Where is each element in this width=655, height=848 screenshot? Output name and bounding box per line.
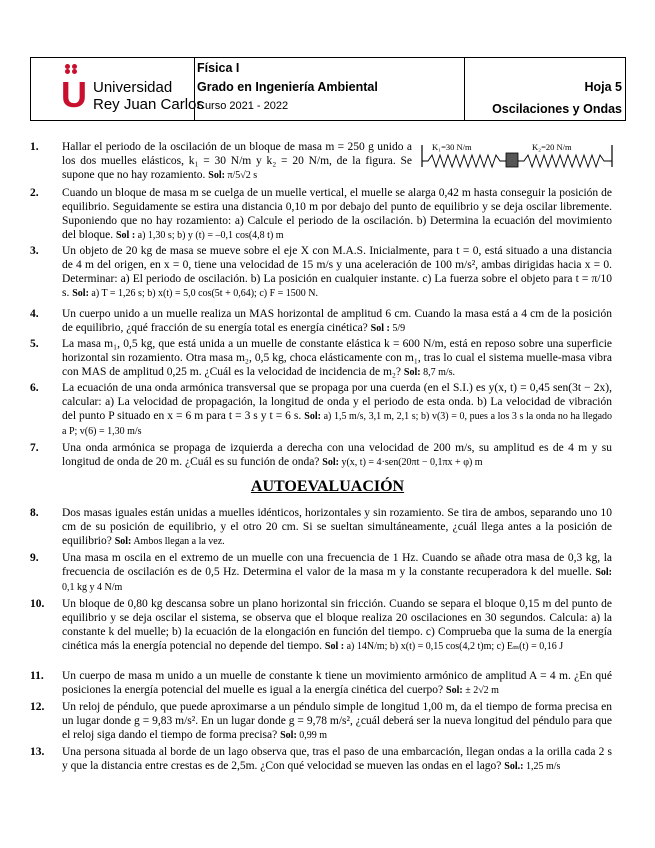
solution-label: Sol: bbox=[322, 457, 339, 468]
academic-year: Curso 2021 - 2022 bbox=[197, 100, 289, 112]
problem-text: Un cuerpo de masa m unido a un muelle de constante k tiene un movimiento armónico de amplitud A = 4 m. ¿En qué posiciones la energía potencial del muelle es igual a la energía cinética del cuerpo? bbox=[62, 670, 612, 696]
solution-text: a) T = 1,26 s; b) x(t) = 5,0 cos(5t + 0,64); c) F = 1500 N. bbox=[91, 288, 319, 299]
problem-number: 6. bbox=[30, 382, 39, 394]
crown-dots-icon bbox=[65, 64, 79, 74]
course-info bbox=[194, 58, 464, 120]
solution-text: a) 14N/m; b) x(t) = 0,15 cos(4,2 t)m; c) Eₘ(t) = 0,16 J bbox=[346, 641, 564, 652]
problem-number: 7. bbox=[30, 442, 39, 454]
problem-3 bbox=[62, 244, 612, 301]
problem-2 bbox=[62, 186, 612, 243]
problem-number: 5. bbox=[30, 338, 39, 350]
logo-u-icon: U bbox=[61, 74, 87, 115]
problem-4 bbox=[62, 307, 612, 336]
springs-figure bbox=[420, 141, 620, 169]
block-mass bbox=[506, 153, 518, 167]
problem-text: Un reloj de péndulo, que puede aproximarse a un péndulo simple de longitud 1,00 m, da el tiempo de forma precisa en un lugar donde g = 9,83 m/s². En un lugar donde g = 9,78 m/s², ¿cuál deberá ser la nueva longitud del péndulo para que el reloj siga dando el tiempo de forma precisa? bbox=[62, 701, 612, 741]
problem-13 bbox=[62, 745, 612, 774]
problem-text: Un cuerpo unido a un muelle realiza un MAS horizontal de amplitud 6 cm. Cuando la masa está a 4 cm de la posición de equilibrio, ¿qué fracción de su energía total es energía cinética? bbox=[62, 308, 612, 334]
solution-label: Sol: bbox=[280, 730, 297, 741]
solution-label: Sol: bbox=[208, 170, 225, 181]
solution-label: Sol: bbox=[595, 567, 613, 578]
university-name-line1: Universidad bbox=[93, 79, 173, 96]
solution-text: ± 2√2 m bbox=[465, 685, 499, 696]
solution-text: π/5√2 s bbox=[227, 170, 258, 181]
k1-label: K₁=30 N/m bbox=[432, 142, 472, 152]
header-table bbox=[30, 57, 626, 121]
problem-6 bbox=[62, 381, 612, 439]
solution-text: a) 1,30 s; b) y (t) = –0,1 cos(4,8 t) m bbox=[137, 230, 284, 241]
problem-8 bbox=[62, 506, 612, 549]
problem-9 bbox=[62, 551, 612, 595]
sheet-topic: Oscilaciones y Ondas bbox=[492, 102, 622, 116]
section-title: AUTOEVALUACIÓN bbox=[250, 478, 405, 495]
solution-label: Sol: bbox=[114, 536, 132, 547]
solution-text: 1,25 m/s bbox=[525, 761, 561, 772]
problem-text: La masa m₁, 0,5 kg, que está unida a un muelle de constante elástica k = 600 N/m, está en reposo sobre una superficie horizontal sin rozamiento. Otra masa m₂, 0,5 kg, choca elásticamente con m₁, tras lo cual el sistema muelle-masa vibra con MAS de amplitud 0,25 m. ¿Cuál es la velocidad de incidencia de m₂? bbox=[62, 338, 612, 378]
problem-number: 12. bbox=[30, 701, 45, 713]
problem-text: Cuando un bloque de masa m se cuelga de un muelle vertical, el muelle se alarga 0,42 m hasta conseguir la posición de equilibrio. Seguidamente se estira una distancia 0,10 m por debajo del punto de equilibrio y se deja oscilar libremente. Suponiendo que no hay rozamiento: a) Calcule el periodo de la oscilación. b) Determina la ecuación del movimiento del bloque. bbox=[62, 187, 612, 241]
subject-title: Física I bbox=[197, 61, 240, 75]
problem-text: Una onda armónica se propaga de izquierda a derecha con una velocidad de 200 m/s, su amplitud es de 4 m y su longitud de onda de 20 m. ¿Cuál es su función de onda? bbox=[62, 442, 612, 468]
problem-7 bbox=[62, 441, 612, 470]
sheet-info bbox=[464, 58, 626, 120]
university-logo bbox=[31, 58, 204, 120]
problem-5 bbox=[62, 337, 612, 380]
solution-label: Sol: bbox=[446, 685, 463, 696]
solution-text: a) 1,5 m/s, 3,1 m, 2,1 s; b) v(3) = 0, pues a los 3 s la onda no ha llegado a P; v(6) = 1,30 m/s bbox=[62, 411, 613, 437]
solution-label: Sol: bbox=[304, 411, 321, 422]
problem-number: 11. bbox=[30, 670, 44, 682]
solution-label: Sol : bbox=[324, 641, 345, 652]
spring-left bbox=[422, 155, 506, 167]
solution-text: 5/9 bbox=[392, 323, 406, 334]
problem-text: Un bloque de 0,80 kg descansa sobre un plano horizontal sin fricción. Cuando se separa el bloque 0,15 m del punto de equilibrio y se deja oscilar el sistema, se observa que el bloque realiza 20 oscilaciones en 30 segundos. Calcula: a) la constante k del muelle; b) la ecuación de la elongación en función del tiempo. c) Comprueba que la suma de la energía cinética más la energía potencial no depende del tiempo. bbox=[62, 598, 612, 652]
problem-number: 13. bbox=[30, 746, 45, 758]
problem-number: 1. bbox=[30, 141, 39, 153]
spring-right bbox=[518, 155, 612, 167]
solution-label: Sol : bbox=[115, 230, 136, 241]
solution-text: Ambos llegan a la vez. bbox=[133, 536, 225, 547]
problem-10 bbox=[62, 597, 612, 654]
problem-12 bbox=[62, 700, 612, 743]
solution-label: Sol: bbox=[403, 367, 421, 378]
solution-text: 8,7 m/s. bbox=[423, 367, 456, 378]
problem-number: 10. bbox=[30, 598, 45, 610]
solution-label: Sol: bbox=[72, 288, 89, 299]
k2-label: K₂=20 N/m bbox=[532, 142, 572, 152]
solution-label: Sol : bbox=[370, 323, 390, 334]
solution-text: y(x, t) = 4·sen(20πt − 0,1πx + φ) m bbox=[341, 457, 483, 468]
problem-number: 9. bbox=[30, 552, 39, 564]
solution-text: 0,99 m bbox=[299, 730, 328, 741]
problem-text: Una masa m oscila en el extremo de un muelle con una frecuencia de 1 Hz. Cuando se añade otra masa de 0,3 kg, la frecuencia de oscilación es de 0,5 Hz. Determina el valor de la masa m y la constante recuperadora k del muelle. bbox=[62, 552, 612, 578]
problem-number: 2. bbox=[30, 187, 39, 199]
problem-number: 4. bbox=[30, 308, 39, 320]
problem-text: Un objeto de 20 kg de masa se mueve sobre el eje X con M.A.S. Inicialmente, para t = 0, está situado a una distancia de 4 m del origen, en x = 0, tiene una velocidad de 15 m/s y una aceleración de 100 m/s², ambas dirigidas hacia x = 0. Determinar: a) El periodo de oscilación. b) La posición en cualquier instante. c) La fuerza sobre el objeto para t = π/10 s. bbox=[62, 245, 612, 299]
problem-number: 3. bbox=[30, 245, 39, 257]
problem-text: Una persona situada al borde de un lago observa que, tras el paso de una embarcación, llegan ondas a la orilla cada 2 s y que la distancia entre crestas es de 2,5m. ¿Con qué velocidad se mueven las ondas en el lago? bbox=[62, 746, 612, 772]
solution-text: 0,1 kg y 4 N/m bbox=[62, 582, 123, 593]
solution-label: Sol.: bbox=[504, 761, 524, 772]
problem-1 bbox=[62, 140, 412, 183]
degree-title: Grado en Ingeniería Ambiental bbox=[197, 80, 378, 94]
problem-text: Hallar el periodo de la oscilación de un bloque de masa m = 250 g unido a los dos muelles elásticos, k₁ = 30 N/m y k₂ = 20 N/m, de la figura. Se supone que no hay rozamiento. bbox=[62, 141, 412, 181]
problem-number: 8. bbox=[30, 507, 39, 519]
problem-text: Dos masas iguales están unidas a muelles idénticos, horizontales y sin rozamiento. Se tira de ambos, separando uno 10 cm de su posición de equilibrio, y el otro 20 cm. Si se sueltan simultáneamente, ¿cuál llega antes a la posición de equilibrio? bbox=[62, 507, 612, 547]
university-name-line2: Rey Juan Carlos bbox=[93, 96, 204, 113]
sheet-number: Hoja 5 bbox=[584, 80, 622, 94]
problem-text: La ecuación de una onda armónica transversal que se propaga por una cuerda (en el S.I.) es y(x, t) = 0,45 sen(3t − 2x), calcular: a) La velocidad de propagación, la longitud de onda y el periodo de esta onda. b) La velocidad de vibración del punto P situado en x = 6 m para t = 3 s y t = 6 s. bbox=[62, 382, 612, 422]
problem-11 bbox=[62, 669, 612, 698]
